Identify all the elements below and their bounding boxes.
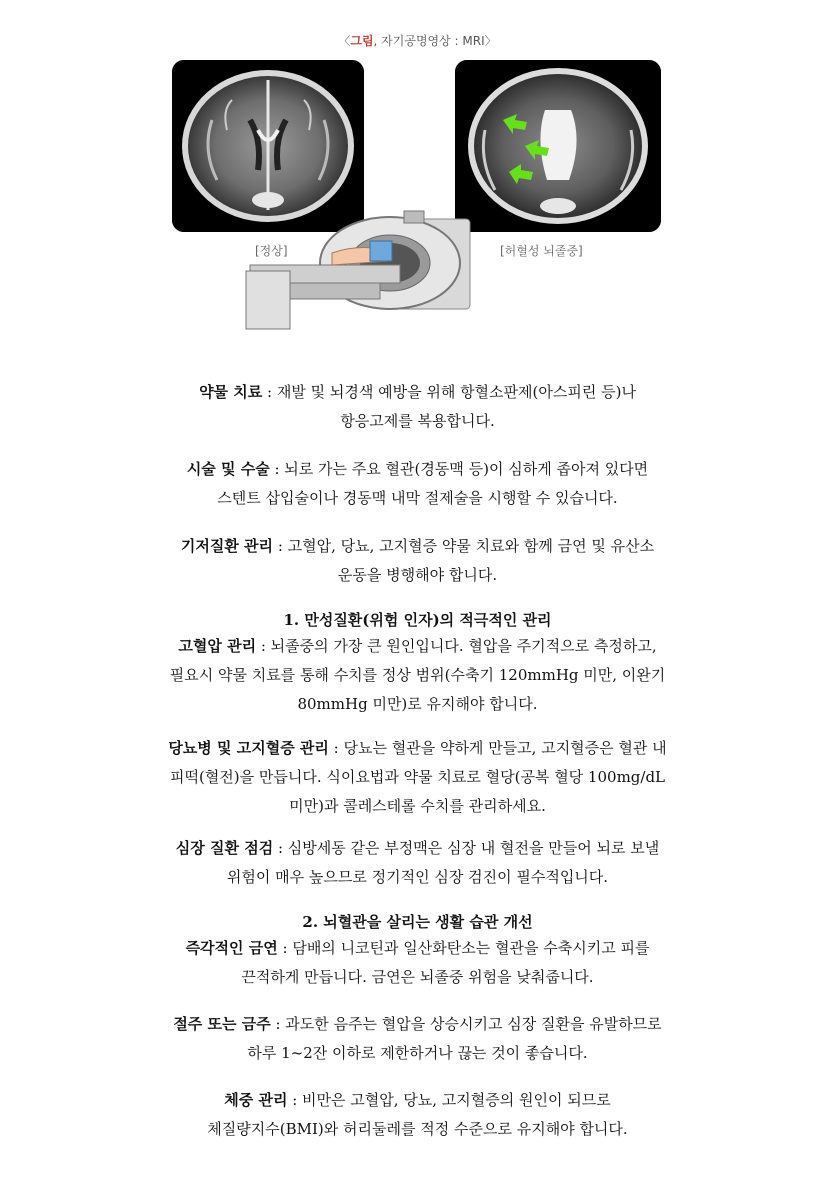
surgery-line1: : 뇌로 가는 주요 혈관(경동맥 등)이 심하게 좁아져 있다면: [269, 460, 649, 478]
diabetes-line2: 피떡(혈전)을 만듭니다. 식이요법과 약물 치료로 혈당(공복 혈당 100mg/dL: [169, 768, 666, 786]
alcohol-line1: : 과도한 음주는 혈압을 상승시키고 심장 질환을 유발하므로: [270, 1015, 662, 1033]
section-surgery: [100, 455, 735, 513]
section-underlying-disease: [100, 532, 735, 590]
section-hypertension: [100, 632, 735, 719]
section-alcohol: [100, 1010, 735, 1068]
surgery-title: 시술 및 수술: [186, 460, 270, 478]
diabetes-line3: 미만)과 콜레스테롤 수치를 관리하세요.: [289, 797, 546, 815]
mri-scanner-illustration: [240, 205, 490, 335]
diabetes-title: 당뇨병 및 고지혈증 관리: [168, 739, 329, 757]
section-diabetes: [100, 734, 735, 821]
weight-title: 체중 관리: [224, 1091, 288, 1109]
drug-line2: 항응고제를 복용합니다.: [340, 412, 495, 430]
alcohol-line2: 하루 1~2잔 이하로 제한하거나 끊는 것이 좋습니다.: [247, 1044, 588, 1062]
caption-rest: , 자기공명영상 : MRI〉: [373, 34, 497, 48]
section-drug-treatment: [100, 378, 735, 436]
weight-line2: 체질량지수(BMI)와 허리둘레를 적정 수준으로 유지해야 합니다.: [207, 1120, 628, 1138]
hypertension-line1: : 뇌졸중의 가장 큰 원인입니다. 혈압을 주기적으로 측정하고,: [256, 637, 657, 655]
heart-line1: : 심방세동 같은 부정맥은 심장 내 혈전을 만들어 뇌로 보낼: [273, 839, 660, 857]
hypertension-line2: 필요시 약물 치료를 통해 수치를 정상 범위(수축기 120mmHg 미만, 이완기: [169, 666, 666, 684]
surgery-line2: 스텐트 삽입술이나 경동맥 내막 절제술을 시행할 수 있습니다.: [217, 489, 618, 507]
diabetes-line1: : 당뇨는 혈관을 약하게 만들고, 고지혈증은 혈관 내: [328, 739, 667, 757]
smoking-line1: : 담배의 니코틴과 일산화탄소는 혈관을 수축시키고 피를: [277, 939, 650, 957]
caption-accent: 그림: [350, 34, 374, 48]
weight-line1: : 비만은 고혈압, 당뇨, 고지혈증의 원인이 되므로: [287, 1091, 611, 1109]
section-smoking: [100, 934, 735, 992]
mri-normal-label: [정상]: [255, 244, 288, 258]
heading-lifestyle: 2. 뇌혈관을 살리는 생활 습관 개선: [302, 913, 533, 931]
heading-chronic-disease: 1. 만성질환(위험 인자)의 적극적인 관리: [283, 611, 552, 629]
alcohol-title: 절주 또는 금주: [173, 1015, 271, 1033]
drug-line1: : 재발 및 뇌경색 예방을 위해 항혈소판제(아스피린 등)나: [262, 383, 636, 401]
caption-open: 〈: [338, 34, 351, 48]
mri-stroke-label: [허혈성 뇌졸중]: [500, 244, 583, 258]
underlying-line2: 운동을 병행해야 합니다.: [337, 566, 498, 584]
drug-title: 약물 치료: [199, 383, 263, 401]
smoking-title: 즉각적인 금연: [185, 939, 278, 957]
heart-title: 심장 질환 점검: [175, 839, 274, 857]
figure-caption: [0, 32, 835, 49]
hypertension-title: 고혈압 관리: [178, 637, 257, 655]
heart-line2: 위험이 매우 높으므로 정기적인 심장 검진이 필수적입니다.: [226, 868, 609, 886]
section-weight: [100, 1086, 735, 1144]
section-heart-disease: [100, 834, 735, 892]
underlying-title: 기저질환 관리: [180, 537, 274, 555]
smoking-line2: 끈적하게 만듭니다. 금연은 뇌졸중 위험을 낮춰줍니다.: [241, 968, 594, 986]
underlying-line1: : 고혈압, 당뇨, 고지혈증 약물 치료와 함께 금연 및 유산소: [273, 537, 655, 555]
hypertension-line3: 80mmHg 미만)로 유지해야 합니다.: [297, 695, 538, 713]
